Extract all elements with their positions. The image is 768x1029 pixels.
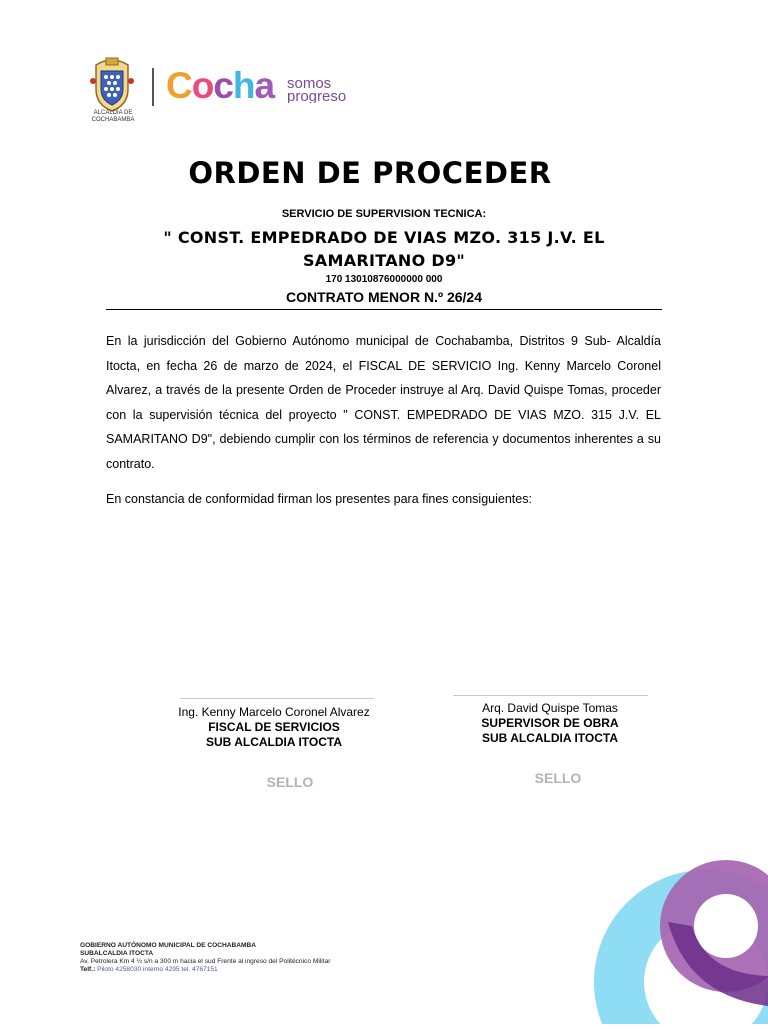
footer-line2: SUBALCALDIA ITOCTA <box>80 950 154 957</box>
brand-letter-1: C <box>166 65 192 106</box>
budget-code: 170 13010876000000 000 <box>325 274 443 285</box>
contract-number: CONTRATO MENOR N.º 26/24 <box>286 289 482 305</box>
footer-phone-row <box>80 966 330 974</box>
stamp-placeholder-fiscal: SELLO <box>266 774 314 790</box>
slogan-line1: somos <box>287 77 332 92</box>
slogan-line2: progreso <box>287 88 347 103</box>
signer-name: Arq. David Quispe Tomas <box>482 701 618 715</box>
cocha-brand-logo <box>166 64 274 108</box>
footer-address <box>80 942 330 974</box>
footer-line1: GOBIERNO AUTÓNOMO MUNICIPAL DE COCHABAMBA <box>80 942 257 949</box>
signature-line-fiscal <box>180 698 374 699</box>
signature-line-supervisor <box>453 695 648 696</box>
seal-caption-line1: ALCALDÍA DE <box>93 110 133 116</box>
brand-slogan <box>287 77 347 103</box>
brand-letter-2: o <box>191 65 214 106</box>
body-paragraph-2: En constancia de conformidad firman los presentes para fines consiguientes: <box>106 492 532 506</box>
seal-caption <box>80 110 146 124</box>
service-label: SERVICIO DE SUPERVISION TECNICA: <box>281 208 487 220</box>
brand-letter-3: c <box>213 65 233 106</box>
title-divider <box>106 309 662 310</box>
body-paragraph-1: En la jurisdicción del Gobierno Autónomo municipal de Cochabamba, Distritos 9 Sub- Alcaldía Itocta, en fecha 26 de marzo de 2024, el FISCAL DE SERVICIO Ing. Kenny Marcelo Coronel Alvarez, a través de la presente Orden de Proceder instruye al Arq. David Quispe Tomas, proceder con la supervisión técnica del proyecto " CONST. EMPEDRADO DE VIAS MZO. 315 J.V. EL SAMARITANO D9", debiendo cumplir con los términos de referencia y documentos inherentes a su contrato. <box>106 334 661 471</box>
footer-phone: Piloto 4258030 interno 4295 tel. 4767151 <box>97 966 218 973</box>
decorative-rings-graphic <box>538 856 768 1024</box>
footer-line3: Av. Petrolera Km 4 ½ s/n a 300 m hacia el sud Frente al ingreso del Politécnico Militar <box>80 958 331 965</box>
signer-unit: SUB ALCALDIA ITOCTA <box>206 735 342 749</box>
signature-block-fiscal <box>170 705 378 750</box>
project-title: " CONST. EMPEDRADO DE VIAS MZO. 315 J.V. EL SAMARITANO D9" <box>163 228 605 270</box>
signer-role: FISCAL DE SERVICIOS <box>208 720 340 734</box>
signer-name: Ing. Kenny Marcelo Coronel Alvarez <box>178 705 370 719</box>
logo-divider <box>152 68 154 106</box>
document-title: ORDEN DE PROCEDER <box>188 156 552 190</box>
signer-unit: SUB ALCALDIA ITOCTA <box>482 731 618 745</box>
municipal-seal-icon <box>90 55 134 113</box>
signer-role: SUPERVISOR DE OBRA <box>481 716 619 730</box>
seal-caption-line2: COCHABAMBA <box>91 117 135 123</box>
brand-letter-5: a <box>254 65 275 106</box>
footer-phone-label: Telf.: <box>80 966 96 973</box>
brand-letter-4: h <box>232 65 255 106</box>
signature-block-supervisor <box>446 701 654 746</box>
stamp-placeholder-supervisor: SELLO <box>534 770 582 786</box>
